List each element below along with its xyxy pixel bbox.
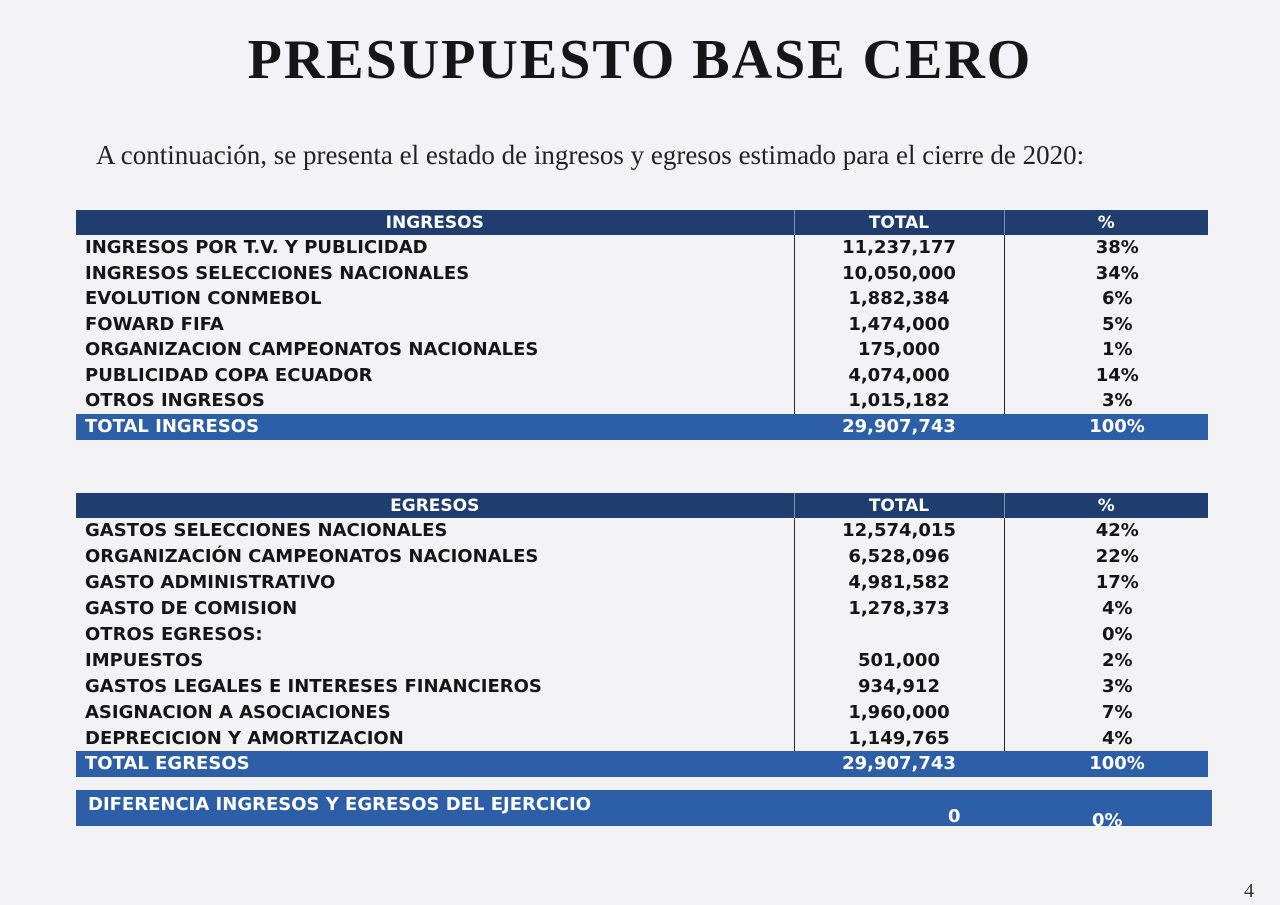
ingresos-header-pct: %	[1004, 210, 1208, 235]
row-label: EVOLUTION CONMEBOL	[85, 288, 322, 310]
row-total: 11,237,177	[794, 235, 1004, 261]
row-pct: 4%	[1101, 598, 1133, 620]
table-row	[76, 261, 1208, 287]
row-label: OTROS INGRESOS	[85, 390, 265, 412]
table-row	[76, 725, 1208, 751]
table-row	[76, 235, 1208, 261]
row-total: 4,074,000	[794, 363, 1004, 389]
intro-paragraph: A continuación, se presenta el estado de ingresos y egresos estimado para el cierre de 2020:	[96, 140, 1085, 170]
diferencia-label: DIFERENCIA INGRESOS Y EGRESOS DEL EJERCICIO	[88, 794, 592, 815]
table-row	[76, 286, 1208, 312]
row-label: DEPRECICION Y AMORTIZACION	[85, 727, 404, 749]
total-label: TOTAL INGRESOS	[76, 414, 794, 440]
total-label: TOTAL EGRESOS	[76, 751, 794, 777]
row-pct: 3%	[1101, 390, 1133, 412]
row-pct: 7%	[1101, 701, 1133, 723]
row-label: ASIGNACION A ASOCIACIONES	[85, 701, 391, 723]
row-pct: 5%	[1101, 313, 1133, 335]
row-total: 175,000	[794, 337, 1004, 363]
table-row	[76, 647, 1208, 673]
row-total	[794, 622, 1004, 648]
table-row	[76, 363, 1208, 389]
row-total: 1,882,384	[794, 286, 1004, 312]
egresos-table	[76, 493, 1208, 777]
row-pct: 22%	[1095, 546, 1139, 568]
row-pct: 0%	[1101, 624, 1133, 645]
table-row	[76, 622, 1208, 648]
row-total: 12,574,015	[794, 518, 1004, 544]
row-label: IMPUESTOS	[85, 649, 204, 671]
row-pct: 17%	[1095, 572, 1139, 594]
total-egresos-row	[76, 751, 1208, 777]
row-total: 1,960,000	[794, 699, 1004, 725]
egresos-header-label: EGRESOS	[76, 493, 794, 518]
row-label: ORGANIZACION CAMPEONATOS NACIONALES	[85, 339, 539, 361]
table-row	[76, 596, 1208, 622]
row-label: ORGANIZACIÓN CAMPEONATOS NACIONALES	[85, 546, 539, 568]
row-pct: 42%	[1095, 520, 1139, 542]
egresos-header-row	[76, 493, 1208, 518]
row-pct: 6%	[1101, 288, 1133, 310]
row-label: GASTO DE COMISION	[85, 598, 298, 620]
row-total: 4,981,582	[794, 570, 1004, 596]
table-row	[76, 518, 1208, 544]
egresos-header-pct: %	[1004, 493, 1208, 518]
row-pct: 38%	[1095, 237, 1139, 259]
row-pct: 34%	[1095, 262, 1139, 284]
row-total: 1,015,182	[794, 388, 1004, 414]
egresos-header-total: TOTAL	[794, 493, 1004, 518]
row-label: GASTO ADMINISTRATIVO	[85, 572, 336, 594]
row-pct: 14%	[1095, 364, 1139, 386]
row-label: GASTOS SELECCIONES NACIONALES	[85, 520, 448, 542]
ingresos-header-label: INGRESOS	[76, 210, 794, 235]
row-label: INGRESOS SELECCIONES NACIONALES	[85, 262, 470, 284]
table-row	[76, 312, 1208, 338]
table-row	[76, 388, 1208, 414]
row-total: 934,912	[794, 673, 1004, 699]
table-row	[76, 673, 1208, 699]
row-label: GASTOS LEGALES E INTERESES FINANCIEROS	[85, 675, 542, 697]
row-label: OTROS EGRESOS:	[85, 624, 263, 645]
diferencia-total: 0	[948, 806, 961, 827]
row-pct: 2%	[1101, 649, 1133, 671]
page-number: 4	[1244, 880, 1254, 902]
row-label: PUBLICIDAD COPA ECUADOR	[85, 364, 373, 386]
diferencia-row	[76, 790, 1212, 831]
total-value: 29,907,743	[794, 751, 1004, 777]
row-total: 501,000	[794, 647, 1004, 673]
row-pct: 3%	[1101, 675, 1133, 697]
table-row	[76, 337, 1208, 363]
page-title: PRESUPUESTO BASE CERO	[247, 29, 1033, 91]
total-pct: 100%	[1004, 414, 1208, 440]
ingresos-header-total: TOTAL	[794, 210, 1004, 235]
row-total: 10,050,000	[794, 261, 1004, 287]
row-total: 1,278,373	[794, 596, 1004, 622]
row-pct: 1%	[1101, 339, 1133, 361]
total-value: 29,907,743	[794, 414, 1004, 440]
row-label: INGRESOS POR T.V. Y PUBLICIDAD	[85, 237, 428, 259]
ingresos-table	[76, 210, 1208, 440]
total-pct: 100%	[1004, 751, 1208, 777]
diferencia-pct: 0%	[1092, 810, 1123, 831]
table-row	[76, 570, 1208, 596]
total-ingresos-row	[76, 414, 1208, 440]
ingresos-header-row	[76, 210, 1208, 235]
row-total: 1,474,000	[794, 312, 1004, 338]
row-pct: 4%	[1101, 727, 1133, 749]
table-row	[76, 544, 1208, 570]
table-row	[76, 699, 1208, 725]
row-label: FOWARD FIFA	[85, 313, 224, 335]
row-total: 1,149,765	[794, 725, 1004, 751]
row-total: 6,528,096	[794, 544, 1004, 570]
